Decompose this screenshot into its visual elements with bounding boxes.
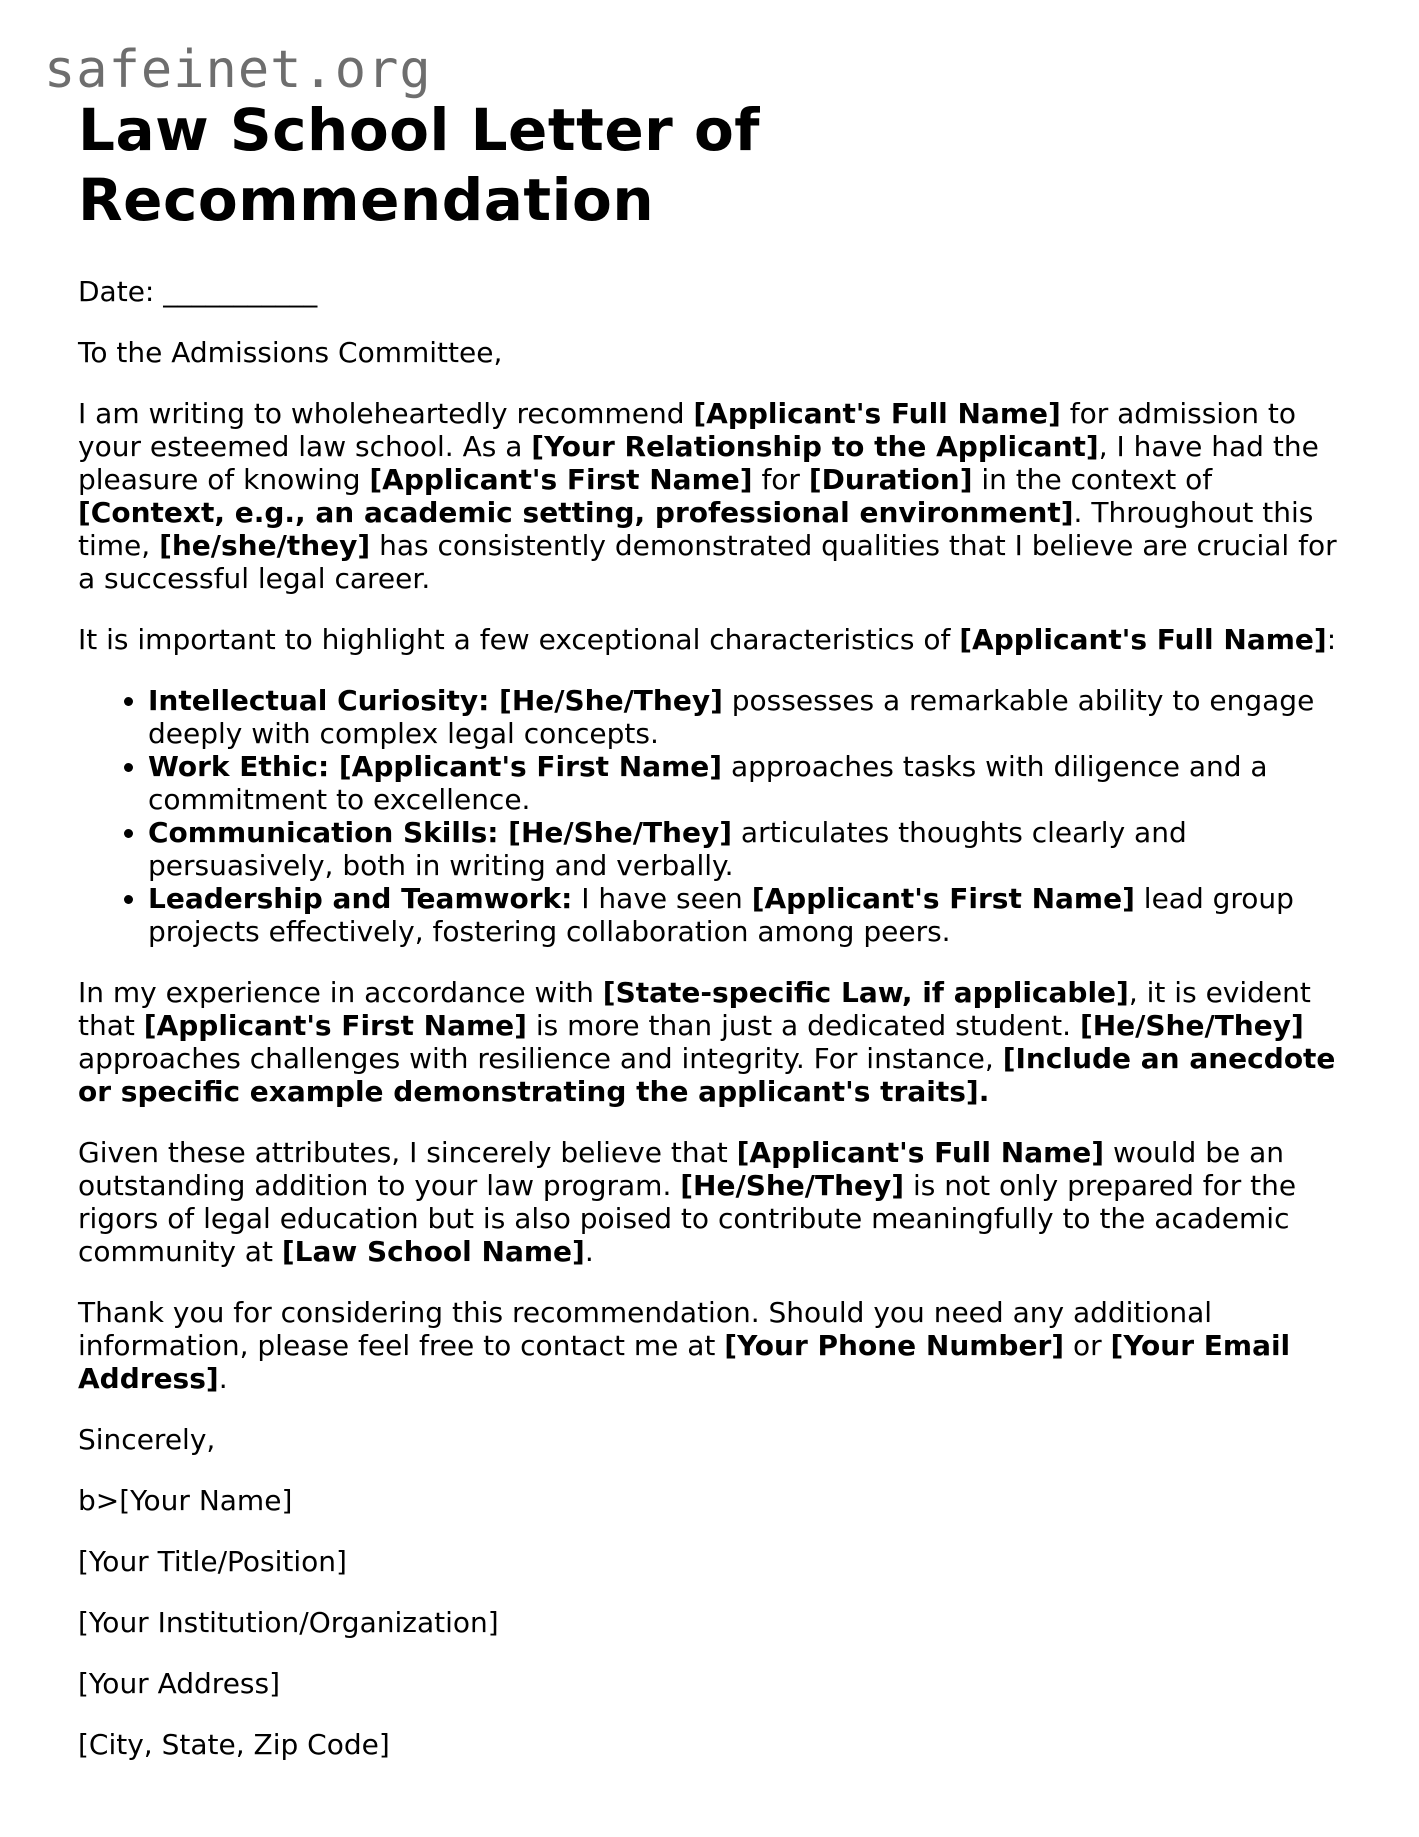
list-item xyxy=(148,816,1348,882)
text-run: . xyxy=(218,1362,228,1396)
trait-text: approaches tasks with diligence and a commitment to excellence. xyxy=(148,750,1268,817)
text-run: Thank you for considering this recommendation. Should you need any additional information, please feel free to contact me at xyxy=(78,1296,1212,1363)
placeholder-phone: [Your Phone Number] xyxy=(724,1329,1065,1363)
text-run: is more than just a dedicated student. xyxy=(526,1009,1080,1043)
signature-name: b>[Your Name] xyxy=(78,1484,293,1518)
signature-city: [City, State, Zip Code] xyxy=(78,1728,390,1762)
placeholder-pronoun: [He/She/They] xyxy=(680,1169,905,1203)
text-run: is not only prepared for the rigors of legal education but is also poised to contribute meaningfully to the academic community at xyxy=(78,1169,1297,1269)
placeholder-pronoun: [He/She/They] xyxy=(1079,1009,1304,1043)
list-item xyxy=(148,882,1348,948)
contact-paragraph xyxy=(78,1296,1348,1395)
list-item xyxy=(148,750,1348,816)
text-run: for xyxy=(752,463,809,497)
placeholder-applicant-first-name: [Applicant's First Name] xyxy=(143,1009,527,1043)
text-run: or xyxy=(1064,1329,1111,1363)
placeholder-duration: [Duration] xyxy=(808,463,973,497)
date-line: Date: ___________ xyxy=(78,275,318,309)
placeholder-applicant-first-name: [Applicant's First Name] xyxy=(751,882,1135,916)
text-run: Given these attributes, I sincerely believe that xyxy=(78,1136,737,1170)
traits-list xyxy=(78,684,1348,948)
text-run: for admission to your esteemed law school. As a xyxy=(78,397,1296,464)
signature-title: [Your Title/Position] xyxy=(78,1545,347,1579)
trait-text: lead group projects effectively, fostering collaboration among peers. xyxy=(148,882,1294,949)
list-item xyxy=(148,684,1348,750)
placeholder-anecdote: [Include an anecdote or specific example demonstrating the applicant's traits]. xyxy=(78,1042,1336,1109)
text-run: In my experience in accordance with xyxy=(78,976,603,1010)
watermark: safeinet.org xyxy=(44,40,432,100)
placeholder-relationship: [Your Relationship to the Applicant] xyxy=(531,430,1099,464)
letter-body xyxy=(78,275,1348,1761)
placeholder-applicant-first-name: [Applicant's First Name] xyxy=(369,463,753,497)
placeholder-context: [Context, e.g., an academic setting, professional environment] xyxy=(78,496,1074,530)
trait-label: Communication Skills: [He/She/They] xyxy=(148,816,733,850)
placeholder-email: [Your Email Address] xyxy=(78,1329,1291,1396)
placeholder-state-law: [State-specific Law, if applicable] xyxy=(602,976,1129,1010)
text-run: , it is evident that xyxy=(78,976,1311,1043)
text-run: , I have had the pleasure of knowing xyxy=(78,430,1319,497)
text-run: It is important to highlight a few exceptional characteristics of xyxy=(78,623,960,657)
attributes-paragraph xyxy=(78,1136,1348,1268)
salutation: To the Admissions Committee, xyxy=(78,336,503,370)
experience-paragraph xyxy=(78,976,1348,1108)
traits-intro-paragraph xyxy=(78,623,1348,656)
placeholder-applicant-full-name: [Applicant's Full Name] xyxy=(736,1136,1105,1170)
trait-text: I have seen xyxy=(572,882,752,916)
intro-paragraph xyxy=(78,397,1348,595)
trait-text: articulates thoughts clearly and persuasively, both in writing and verbally. xyxy=(148,816,1187,883)
placeholder-applicant-full-name: [Applicant's Full Name] xyxy=(959,623,1327,657)
page-title: Law School Letter of Recommendation xyxy=(78,96,761,234)
signature-address: [Your Address] xyxy=(78,1667,281,1701)
letter-page xyxy=(78,96,1348,1789)
text-run: I am writing to wholeheartedly recommend xyxy=(78,397,694,431)
text-run: in the context of xyxy=(972,463,1213,497)
placeholder-law-school-name: [Law School Name] xyxy=(281,1235,585,1269)
trait-label: Leadership and Teamwork: xyxy=(148,882,573,916)
closing: Sincerely, xyxy=(78,1423,216,1457)
text-run: : xyxy=(1326,623,1337,657)
placeholder-pronoun: [he/she/they] xyxy=(159,529,371,563)
trait-text: possesses a remarkable ability to engage deeply with complex legal concepts. xyxy=(148,684,1315,751)
trait-label: Intellectual Curiosity: [He/She/They] xyxy=(148,684,723,718)
placeholder-applicant-full-name: [Applicant's Full Name] xyxy=(693,397,1061,431)
text-run: . Throughout this time, xyxy=(78,496,1314,563)
text-run: approaches challenges with resilience and integrity. For instance, xyxy=(78,1042,1003,1076)
text-run: has consistently demonstrated qualities that I believe are crucial for a successful legal career. xyxy=(78,529,1337,596)
trait-label: Work Ethic: [Applicant's First Name] xyxy=(148,750,723,784)
signature-institution: [Your Institution/Organization] xyxy=(78,1606,499,1640)
text-run: . xyxy=(584,1235,594,1269)
text-run: would be an outstanding addition to your law program. xyxy=(78,1136,1285,1203)
